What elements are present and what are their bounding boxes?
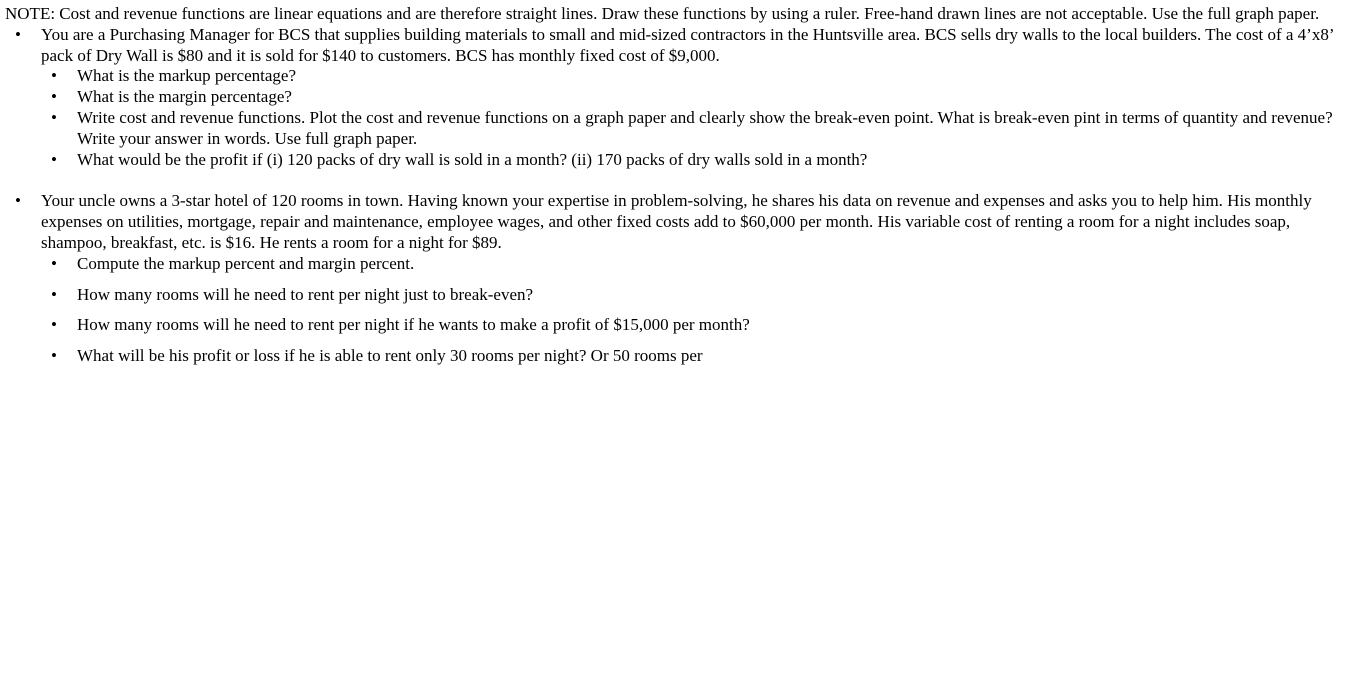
sub-question-text: What will be his profit or loss if he is able to rent only 30 rooms per night? Or 50 rooms per <box>77 346 703 366</box>
note-paragraph: NOTE: Cost and revenue functions are linear equations and are therefore straight lines. Draw these functions by using a ruler. Free-hand drawn lines are not acceptable. Use the full graph paper. <box>5 4 1320 23</box>
question-2 <box>5 191 1357 367</box>
bullet-icon: • <box>51 253 57 273</box>
sub-question-text: What would be the profit if (i) 120 packs of dry wall is sold in a month? (ii) 170 packs of dry walls sold in a month? <box>77 149 868 169</box>
question-1 <box>5 25 1357 171</box>
sub-question-text: How many rooms will he need to rent per night just to break-even? <box>77 284 534 304</box>
question-2-sub-4 <box>41 346 1357 367</box>
sub-question-text: How many rooms will he need to rent per night if he wants to make a profit of $15,000 per month? <box>77 315 750 335</box>
question-2-sub-3 <box>41 315 1357 336</box>
question-1-sub-3 <box>41 108 1357 150</box>
question-2-sub-1 <box>41 254 1357 275</box>
sub-question-text: What is the margin percentage? <box>77 87 292 107</box>
bullet-icon: • <box>51 346 57 366</box>
sub-question-text: What is the markup percentage? <box>77 66 297 86</box>
bullet-icon: • <box>51 315 57 335</box>
question-1-list <box>5 25 1357 171</box>
bullet-icon: • <box>15 24 21 44</box>
question-2-text: Your uncle owns a 3-star hotel of 120 rooms in town. Having known your expertise in problem-solving, he shares his data on revenue and expenses and asks you to help him. His monthly expenses on utilities, mortgage, repair and maintenance, employee wages, and other fixed costs add to $60,000 per month. His variable cost of renting a room for a night includes soap, shampoo, breakfast, etc. is $16. He rents a room for a night for $89. <box>41 191 1312 252</box>
question-2-list <box>5 191 1357 367</box>
sub-question-text: Write cost and revenue functions. Plot the cost and revenue functions on a graph paper and clearly show the break-even point. What is break-even pint in terms of quantity and revenue? Write your answer in words. Use full graph paper. <box>77 107 1333 148</box>
question-2-subquestions <box>41 254 1357 367</box>
question-1-sub-4 <box>41 150 1357 171</box>
question-1-sub-2 <box>41 87 1357 108</box>
bullet-icon: • <box>15 191 21 211</box>
question-1-sub-1 <box>41 66 1357 87</box>
sub-question-text: Compute the markup percent and margin percent. <box>77 253 415 273</box>
question-2-sub-2 <box>41 285 1357 306</box>
bullet-icon: • <box>51 149 57 169</box>
bullet-icon: • <box>51 66 57 86</box>
question-1-text: You are a Purchasing Manager for BCS that supplies building materials to small and mid-sized contractors in the Huntsville area. BCS sells dry walls to the local builders. The cost of a 4’x8’ pack of Dry Wall is $80 and it is sold for $140 to customers. BCS has monthly fixed cost of $9,000. <box>41 24 1334 65</box>
question-1-subquestions <box>41 66 1357 170</box>
bullet-icon: • <box>51 107 57 127</box>
bullet-icon: • <box>51 87 57 107</box>
bullet-icon: • <box>51 284 57 304</box>
